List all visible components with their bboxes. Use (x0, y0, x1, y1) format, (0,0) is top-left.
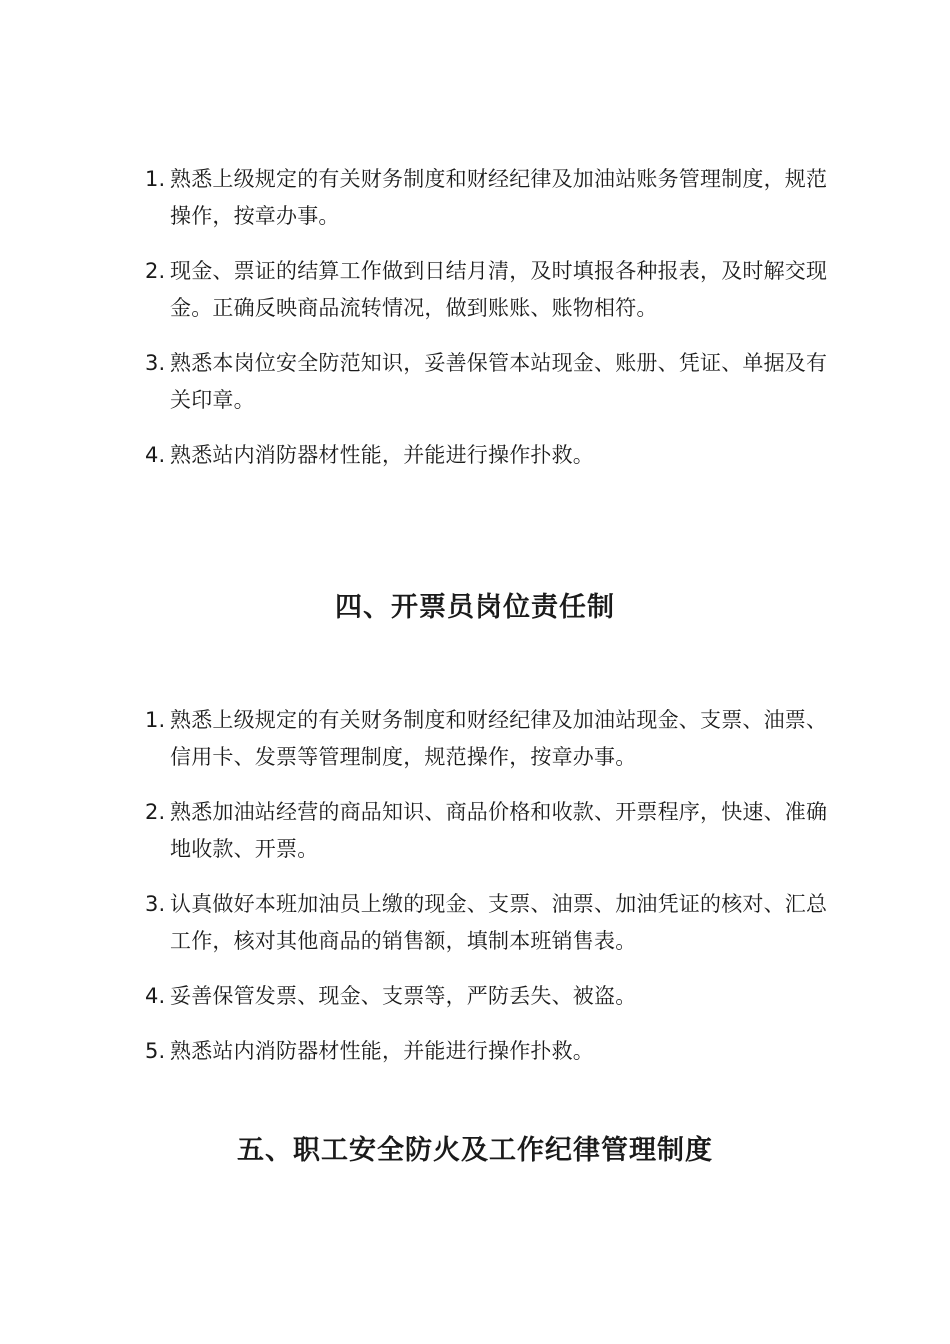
list-item-text: 熟悉加油站经营的商品知识、商品价格和收款、开票程序，快速、准确地收款、开票。 (170, 800, 828, 861)
list-item (145, 161, 835, 235)
list-item-number: 5. (145, 1039, 166, 1063)
list-item (145, 437, 835, 474)
section4-heading: 四、开票员岗位责任制 (335, 592, 615, 623)
list-item (145, 794, 835, 868)
list-item-text: 熟悉上级规定的有关财务制度和财经纪律及加油站现金、支票、油票、信用卡、发票等管理制度，规范操作，按章办事。 (170, 708, 828, 769)
list-item-text: 熟悉上级规定的有关财务制度和财经纪律及加油站账务管理制度，规范操作，按章办事。 (170, 167, 828, 228)
list-item-number: 3. (145, 892, 166, 916)
list-item-number: 1. (145, 167, 166, 191)
list-item-text: 妥善保管发票、现金、支票等，严防丢失、被盗。 (170, 984, 637, 1008)
list-item-text: 熟悉本岗位安全防范知识，妥善保管本站现金、账册、凭证、单据及有关印章。 (170, 351, 828, 412)
list-item-text: 现金、票证的结算工作做到日结月清，及时填报各种报表，及时解交现金。正确反映商品流转情况，做到账账、账物相符。 (170, 259, 828, 320)
list-item-number: 4. (145, 443, 166, 467)
list-item-text: 认真做好本班加油员上缴的现金、支票、油票、加油凭证的核对、汇总工作，核对其他商品的销售额，填制本班销售表。 (170, 892, 828, 953)
section5-heading: 五、职工安全防火及工作纪律管理制度 (237, 1135, 713, 1166)
list-item (145, 978, 835, 1015)
list-item (145, 702, 835, 776)
list-item (145, 886, 835, 960)
list-item-text: 熟悉站内消防器材性能，并能进行操作扑救。 (170, 1039, 594, 1063)
list-item-text: 熟悉站内消防器材性能，并能进行操作扑救。 (170, 443, 594, 467)
list-item-number: 1. (145, 708, 166, 732)
list-item-number: 3. (145, 351, 166, 375)
list-item (145, 253, 835, 327)
list-item-number: 2. (145, 259, 166, 283)
list-item (145, 345, 835, 419)
list-item (145, 1033, 835, 1070)
list-item-number: 4. (145, 984, 166, 1008)
list-item-number: 2. (145, 800, 166, 824)
